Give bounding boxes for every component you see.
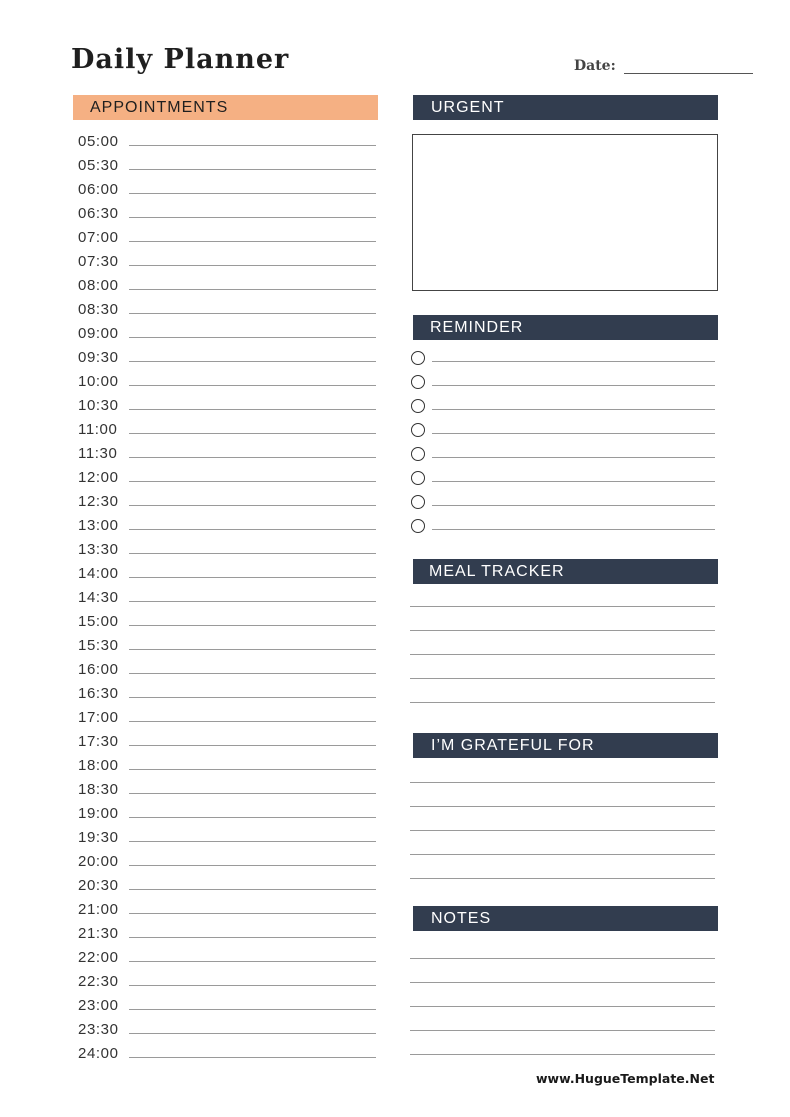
appointment-row[interactable] [73, 179, 378, 203]
appointment-line[interactable] [129, 745, 376, 746]
appointment-time: 06:30 [78, 205, 119, 222]
appointment-row[interactable] [73, 395, 378, 419]
appointment-time: 16:00 [78, 661, 119, 678]
appointment-line[interactable] [129, 361, 376, 362]
appointment-row[interactable] [73, 683, 378, 707]
appointment-time: 19:30 [78, 829, 119, 846]
grateful-line-rule [410, 878, 715, 879]
reminder-item [410, 469, 717, 493]
appointment-time: 11:30 [78, 445, 118, 462]
appointment-row[interactable] [73, 803, 378, 827]
date-field-line[interactable] [624, 73, 753, 74]
appointment-line[interactable] [129, 457, 376, 458]
appointment-line[interactable] [129, 169, 376, 170]
appointment-line[interactable] [129, 529, 376, 530]
meal-tracker-line[interactable] [410, 583, 715, 607]
appointment-line[interactable] [129, 625, 376, 626]
appointment-time: 21:00 [78, 901, 119, 918]
appointment-line[interactable] [129, 889, 376, 890]
meal-tracker-line[interactable] [410, 631, 715, 655]
appointment-line[interactable] [129, 265, 376, 266]
appointment-row[interactable] [73, 851, 378, 875]
urgent-label: URGENT [431, 99, 505, 116]
footer-website: www.HugueTemplate.Net [536, 1071, 715, 1086]
appointment-time: 19:00 [78, 805, 119, 822]
appointments-list [73, 131, 378, 1067]
appointment-time: 20:00 [78, 853, 119, 870]
appointment-time: 12:30 [78, 493, 119, 510]
notes-line-rule [410, 1054, 715, 1055]
checkbox-circle-icon[interactable] [411, 519, 425, 533]
meal-tracker-line[interactable] [410, 679, 715, 703]
appointment-time: 20:30 [78, 877, 119, 894]
meal-tracker-label: MEAL TRACKER [429, 563, 565, 580]
appointment-time: 24:00 [78, 1045, 119, 1062]
appointment-time: 21:30 [78, 925, 119, 942]
reminder-list [410, 349, 717, 541]
appointment-time: 08:30 [78, 301, 119, 318]
appointment-time: 15:30 [78, 637, 119, 654]
appointment-row[interactable] [73, 971, 378, 995]
appointment-time: 13:00 [78, 517, 119, 534]
grateful-lines [410, 759, 715, 879]
meal-tracker-header [413, 559, 718, 584]
appointment-line[interactable] [129, 913, 376, 914]
reminder-line[interactable] [432, 457, 715, 458]
appointment-time: 05:30 [78, 157, 119, 174]
appointment-line[interactable] [129, 697, 376, 698]
appointment-line[interactable] [129, 241, 376, 242]
reminder-item [410, 421, 717, 445]
reminder-item [410, 349, 717, 373]
reminder-line[interactable] [432, 529, 715, 530]
page-title: Daily Planner [71, 44, 290, 75]
grateful-line[interactable] [410, 783, 715, 807]
meal-tracker-line[interactable] [410, 655, 715, 679]
appointment-line[interactable] [129, 481, 376, 482]
appointment-row[interactable] [73, 923, 378, 947]
notes-label: NOTES [431, 910, 492, 927]
appointment-line[interactable] [129, 385, 376, 386]
appointment-time: 07:00 [78, 229, 119, 246]
appointment-line[interactable] [129, 1009, 376, 1010]
appointment-time: 17:00 [78, 709, 119, 726]
grateful-line[interactable] [410, 759, 715, 783]
appointment-time: 12:00 [78, 469, 119, 486]
appointment-row[interactable] [73, 611, 378, 635]
appointment-row[interactable] [73, 539, 378, 563]
checkbox-circle-icon[interactable] [411, 351, 425, 365]
notes-line[interactable] [410, 1031, 715, 1055]
appointment-time: 18:00 [78, 757, 119, 774]
appointments-header [73, 95, 378, 120]
appointment-line[interactable] [129, 601, 376, 602]
appointment-line[interactable] [129, 193, 376, 194]
appointment-line[interactable] [129, 985, 376, 986]
appointment-row[interactable] [73, 155, 378, 179]
reminder-item [410, 445, 717, 469]
appointment-row[interactable] [73, 275, 378, 299]
checkbox-circle-icon[interactable] [411, 471, 425, 485]
appointment-time: 11:00 [78, 421, 118, 438]
appointment-line[interactable] [129, 337, 376, 338]
reminder-line[interactable] [432, 385, 715, 386]
appointment-time: 14:00 [78, 565, 119, 582]
appointment-time: 10:30 [78, 397, 119, 414]
appointment-time: 09:30 [78, 349, 119, 366]
meal-tracker-line-rule [410, 702, 715, 703]
date-label: Date: [574, 58, 616, 74]
grateful-line[interactable] [410, 807, 715, 831]
grateful-header [413, 733, 718, 758]
appointment-time: 23:30 [78, 1021, 119, 1038]
appointment-row[interactable] [73, 347, 378, 371]
checkbox-circle-icon[interactable] [411, 495, 425, 509]
appointment-line[interactable] [129, 793, 376, 794]
appointment-row[interactable] [73, 323, 378, 347]
urgent-header [413, 95, 718, 120]
appointment-row[interactable] [73, 635, 378, 659]
appointment-line[interactable] [129, 817, 376, 818]
reminder-line[interactable] [432, 505, 715, 506]
appointment-line[interactable] [129, 505, 376, 506]
appointment-line[interactable] [129, 1033, 376, 1034]
appointment-row[interactable] [73, 1043, 378, 1067]
notes-lines [410, 935, 715, 1055]
appointment-line[interactable] [129, 577, 376, 578]
urgent-box[interactable] [412, 134, 718, 291]
appointment-time: 09:00 [78, 325, 119, 342]
notes-line[interactable] [410, 983, 715, 1007]
appointment-row[interactable] [73, 251, 378, 275]
appointment-line[interactable] [129, 145, 376, 146]
checkbox-circle-icon[interactable] [411, 423, 425, 437]
appointment-line[interactable] [129, 553, 376, 554]
appointment-line[interactable] [129, 1057, 376, 1058]
appointment-time: 22:30 [78, 973, 119, 990]
appointment-time: 05:00 [78, 133, 119, 150]
reminder-item [410, 517, 717, 541]
appointment-row[interactable] [73, 371, 378, 395]
appointments-label: APPOINTMENTS [90, 99, 229, 116]
appointment-row[interactable] [73, 563, 378, 587]
appointment-time: 13:30 [78, 541, 119, 558]
appointment-row[interactable] [73, 779, 378, 803]
appointment-row[interactable] [73, 707, 378, 731]
appointment-time: 22:00 [78, 949, 119, 966]
appointment-line[interactable] [129, 673, 376, 674]
appointment-line[interactable] [129, 721, 376, 722]
reminder-line[interactable] [432, 481, 715, 482]
appointment-row[interactable] [73, 755, 378, 779]
reminder-line[interactable] [432, 433, 715, 434]
appointment-row[interactable] [73, 899, 378, 923]
appointment-time: 14:30 [78, 589, 119, 606]
appointment-time: 10:00 [78, 373, 119, 390]
checkbox-circle-icon[interactable] [411, 399, 425, 413]
notes-line[interactable] [410, 935, 715, 959]
appointment-line[interactable] [129, 937, 376, 938]
appointment-line[interactable] [129, 313, 376, 314]
appointment-time: 08:00 [78, 277, 119, 294]
appointment-row[interactable] [73, 587, 378, 611]
appointment-line[interactable] [129, 841, 376, 842]
appointment-row[interactable] [73, 227, 378, 251]
reminder-line[interactable] [432, 361, 715, 362]
grateful-line[interactable] [410, 855, 715, 879]
appointment-row[interactable] [73, 467, 378, 491]
appointment-line[interactable] [129, 433, 376, 434]
appointment-time: 18:30 [78, 781, 119, 798]
checkbox-circle-icon[interactable] [411, 375, 425, 389]
appointment-line[interactable] [129, 409, 376, 410]
appointment-row[interactable] [73, 443, 378, 467]
reminder-item [410, 373, 717, 397]
appointment-row[interactable] [73, 995, 378, 1019]
reminder-label: REMINDER [430, 319, 524, 336]
meal-tracker-line[interactable] [410, 607, 715, 631]
appointment-line[interactable] [129, 961, 376, 962]
notes-line[interactable] [410, 959, 715, 983]
appointment-row[interactable] [73, 491, 378, 515]
appointment-row[interactable] [73, 731, 378, 755]
appointment-row[interactable] [73, 875, 378, 899]
appointment-row[interactable] [73, 299, 378, 323]
grateful-line[interactable] [410, 831, 715, 855]
appointment-time: 16:30 [78, 685, 119, 702]
appointment-row[interactable] [73, 659, 378, 683]
grateful-label: I’M GRATEFUL FOR [431, 737, 595, 754]
appointment-row[interactable] [73, 131, 378, 155]
appointment-line[interactable] [129, 769, 376, 770]
checkbox-circle-icon[interactable] [411, 447, 425, 461]
appointment-row[interactable] [73, 827, 378, 851]
appointment-line[interactable] [129, 865, 376, 866]
reminder-header [413, 315, 718, 340]
appointment-time: 06:00 [78, 181, 119, 198]
meal-tracker-lines [410, 583, 715, 703]
notes-line[interactable] [410, 1007, 715, 1031]
appointment-time: 15:00 [78, 613, 119, 630]
appointment-time: 07:30 [78, 253, 119, 270]
appointment-time: 23:00 [78, 997, 119, 1014]
appointment-time: 17:30 [78, 733, 119, 750]
appointment-line[interactable] [129, 217, 376, 218]
appointment-line[interactable] [129, 289, 376, 290]
appointment-row[interactable] [73, 419, 378, 443]
reminder-line[interactable] [432, 409, 715, 410]
notes-header [413, 906, 718, 931]
appointment-line[interactable] [129, 649, 376, 650]
reminder-item [410, 493, 717, 517]
appointment-row[interactable] [73, 947, 378, 971]
appointment-row[interactable] [73, 1019, 378, 1043]
appointment-row[interactable] [73, 203, 378, 227]
reminder-item [410, 397, 717, 421]
appointment-row[interactable] [73, 515, 378, 539]
